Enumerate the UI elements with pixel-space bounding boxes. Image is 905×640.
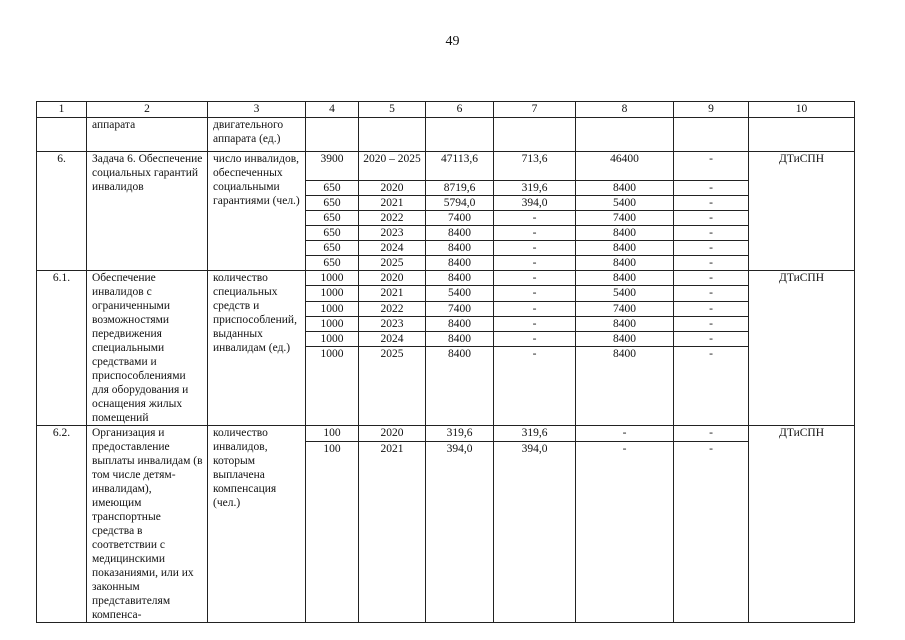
- continuation-cell: [306, 118, 359, 152]
- value-c9: -: [674, 226, 749, 241]
- value-c9: -: [674, 316, 749, 331]
- value-c4: 650: [306, 211, 359, 226]
- value-c4: 650: [306, 241, 359, 256]
- value-c5: 2020 – 2025: [359, 152, 426, 181]
- value-c6: 8400: [426, 332, 494, 347]
- indicator-name: количество специальных средств и приспособлений, выданных инвалидам (ед.): [208, 271, 306, 426]
- value-c5: 2023: [359, 316, 426, 331]
- page-number: 49: [445, 34, 460, 49]
- value-c7: -: [494, 256, 576, 271]
- value-c8: -: [576, 426, 674, 442]
- value-c5: 2022: [359, 301, 426, 316]
- value-c6: 5794,0: [426, 196, 494, 211]
- value-c7: -: [494, 301, 576, 316]
- executor: ДТиСПН: [749, 271, 855, 426]
- value-c6: 8400: [426, 226, 494, 241]
- header-cell: 5: [359, 102, 426, 118]
- value-c9: -: [674, 196, 749, 211]
- value-c4: 650: [306, 181, 359, 196]
- value-c4: 650: [306, 196, 359, 211]
- value-c6: 319,6: [426, 426, 494, 442]
- header-cell: 3: [208, 102, 306, 118]
- value-c8: 8400: [576, 241, 674, 256]
- value-c6: 47113,6: [426, 152, 494, 181]
- item-name: Задача 6. Обеспечение социальных гарантий инвалидов: [87, 152, 208, 271]
- value-c9: -: [674, 256, 749, 271]
- continuation-cell: [494, 118, 576, 152]
- value-c8: 8400: [576, 347, 674, 426]
- value-c7: -: [494, 271, 576, 286]
- value-c7: -: [494, 316, 576, 331]
- value-c4: 1000: [306, 316, 359, 331]
- header-cell: 7: [494, 102, 576, 118]
- value-c6: 7400: [426, 211, 494, 226]
- value-c7: 394,0: [494, 196, 576, 211]
- indicator-name: число инвалидов, обеспеченных социальными гарантиями (чел.): [208, 152, 306, 271]
- value-c9: -: [674, 286, 749, 301]
- value-c7: -: [494, 211, 576, 226]
- indicator-name: количество инвалидов, которым выплачена компенсация (чел.): [208, 426, 306, 623]
- value-c8: -: [576, 441, 674, 622]
- value-c9: -: [674, 441, 749, 622]
- row-number: 6.2.: [37, 426, 87, 623]
- value-c5: 2025: [359, 347, 426, 426]
- value-c9: -: [674, 347, 749, 426]
- value-c6: 7400: [426, 301, 494, 316]
- continuation-cell: [37, 118, 87, 152]
- header-cell: 9: [674, 102, 749, 118]
- value-c6: 394,0: [426, 441, 494, 622]
- value-c4: 1000: [306, 332, 359, 347]
- row-number: 6.1.: [37, 271, 87, 426]
- value-c6: 8400: [426, 241, 494, 256]
- value-c6: 8400: [426, 347, 494, 426]
- value-c7: 319,6: [494, 181, 576, 196]
- header-cell: 6: [426, 102, 494, 118]
- item-name: Обеспечение инвалидов с ограниченными возможностями передвижения специальными средствами и приспособлениями для оборудования и оснащения жилых помещений: [87, 271, 208, 426]
- value-c8: 8400: [576, 181, 674, 196]
- value-c8: 7400: [576, 211, 674, 226]
- value-c4: 100: [306, 426, 359, 442]
- value-c6: 8719,6: [426, 181, 494, 196]
- value-c5: 2020: [359, 271, 426, 286]
- value-c4: 100: [306, 441, 359, 622]
- value-c7: -: [494, 332, 576, 347]
- value-c5: 2024: [359, 241, 426, 256]
- value-c8: 5400: [576, 286, 674, 301]
- value-c4: 650: [306, 256, 359, 271]
- executor: ДТиСПН: [749, 426, 855, 623]
- value-c5: 2021: [359, 286, 426, 301]
- value-c7: -: [494, 347, 576, 426]
- row-number: 6.: [37, 152, 87, 271]
- continuation-cell: [674, 118, 749, 152]
- value-c9: -: [674, 211, 749, 226]
- header-cell: 4: [306, 102, 359, 118]
- value-c8: 46400: [576, 152, 674, 181]
- executor: ДТиСПН: [749, 152, 855, 271]
- value-c6: 8400: [426, 316, 494, 331]
- value-c8: 8400: [576, 332, 674, 347]
- value-c8: 8400: [576, 226, 674, 241]
- value-c8: 8400: [576, 256, 674, 271]
- group-row: [37, 271, 855, 286]
- value-c6: 8400: [426, 256, 494, 271]
- continuation-cell: [576, 118, 674, 152]
- value-c9: -: [674, 271, 749, 286]
- continuation-row: [37, 118, 855, 152]
- continuation-cell: [359, 118, 426, 152]
- table-body: [37, 102, 855, 623]
- value-c4: 1000: [306, 301, 359, 316]
- value-c9: -: [674, 426, 749, 442]
- header-cell: 2: [87, 102, 208, 118]
- value-c7: -: [494, 241, 576, 256]
- continuation-cell: [749, 118, 855, 152]
- continuation-indicator: двигательного аппарата (ед.): [208, 118, 306, 152]
- value-c7: -: [494, 226, 576, 241]
- value-c9: -: [674, 181, 749, 196]
- value-c4: 1000: [306, 286, 359, 301]
- header-cell: 1: [37, 102, 87, 118]
- continuation-cell: [426, 118, 494, 152]
- value-c8: 7400: [576, 301, 674, 316]
- value-c5: 2020: [359, 181, 426, 196]
- value-c9: -: [674, 332, 749, 347]
- header-cell: 10: [749, 102, 855, 118]
- value-c5: 2020: [359, 426, 426, 442]
- item-name: Организация и предоставление выплаты инвалидам (в том числе детям-инвалидам), имеющим транспортные средства в соответствии с медицинскими показаниями, или их законным представителям компенса-: [87, 426, 208, 623]
- group-row: [37, 426, 855, 442]
- value-c9: -: [674, 301, 749, 316]
- value-c7: -: [494, 286, 576, 301]
- value-c5: 2021: [359, 196, 426, 211]
- value-c8: 8400: [576, 271, 674, 286]
- program-table: [36, 101, 855, 623]
- continuation-name: аппарата: [87, 118, 208, 152]
- value-c4: 1000: [306, 271, 359, 286]
- value-c4: 3900: [306, 152, 359, 181]
- value-c5: 2023: [359, 226, 426, 241]
- value-c6: 8400: [426, 271, 494, 286]
- value-c7: 713,6: [494, 152, 576, 181]
- value-c5: 2024: [359, 332, 426, 347]
- value-c6: 5400: [426, 286, 494, 301]
- value-c5: 2022: [359, 211, 426, 226]
- value-c9: -: [674, 152, 749, 181]
- value-c7: 319,6: [494, 426, 576, 442]
- value-c9: -: [674, 241, 749, 256]
- value-c4: 650: [306, 226, 359, 241]
- group-row: [37, 152, 855, 181]
- value-c7: 394,0: [494, 441, 576, 622]
- value-c5: 2021: [359, 441, 426, 622]
- header-cell: 8: [576, 102, 674, 118]
- value-c4: 1000: [306, 347, 359, 426]
- value-c8: 5400: [576, 196, 674, 211]
- value-c5: 2025: [359, 256, 426, 271]
- header-row: [37, 102, 855, 118]
- value-c8: 8400: [576, 316, 674, 331]
